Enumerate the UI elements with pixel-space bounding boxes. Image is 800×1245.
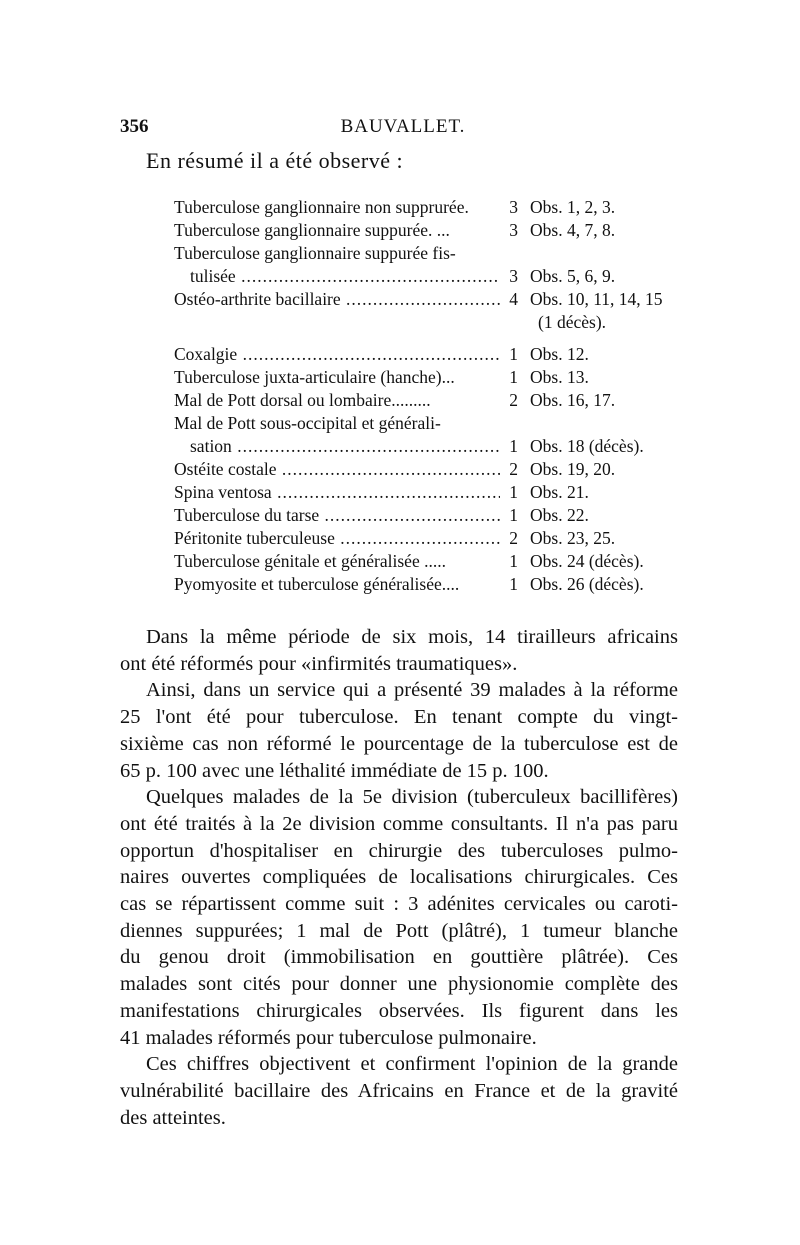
- row-obs: Obs. 21.: [530, 482, 589, 502]
- text-line: ont été traités à la 2e division comme consultants. Il n'a pas paru: [120, 812, 678, 835]
- text-line: naires ouvertes compliquées de localisations chirurgicales. Ces: [120, 866, 678, 889]
- table-row: [174, 504, 694, 527]
- row-obs: Obs. 22.: [530, 505, 589, 525]
- row-label: sation .....: [190, 435, 500, 458]
- table-row: [174, 288, 694, 311]
- table-spacer: [174, 334, 694, 343]
- row-label: Tuberculose ganglionnaire suppurée fis-: [174, 243, 456, 263]
- row-obs: Obs. 12.: [530, 344, 589, 364]
- row-count: 3: [509, 266, 518, 286]
- text-line: 41 malades réformés pour tuberculose pulmonaire.: [120, 1026, 537, 1049]
- text-line: vulnérabilité bacillaire des Africains en France et de la gravité: [120, 1079, 678, 1102]
- row-count: 1: [509, 436, 518, 456]
- row-label: Ostéo-arthrite bacillaire .....: [174, 288, 500, 311]
- row-count: 1: [509, 551, 518, 571]
- row-obs: Obs. 16, 17.: [530, 390, 616, 410]
- text-line: Dans la même période de six mois, 14 tirailleurs africains: [146, 626, 678, 648]
- table-row: [174, 481, 694, 504]
- table-row: [174, 219, 694, 242]
- text-line: ont été réformés pour «infirmités traumatiques».: [120, 652, 518, 675]
- observations-table: [174, 196, 694, 596]
- text-line: sixième cas non réformé le pourcentage de la tuberculose est de: [120, 732, 678, 755]
- row-count: 1: [509, 574, 518, 594]
- table-row: [174, 366, 694, 389]
- row-obs: Obs. 4, 7, 8.: [530, 220, 616, 240]
- row-label: Tuberculose ganglionnaire suppurée. ...: [174, 220, 450, 240]
- text-line: 25 l'ont été pour tuberculose. En tenant compte du vingt-: [120, 706, 678, 729]
- row-obs: Obs. 23, 25.: [530, 528, 616, 548]
- row-label: tulisée .....: [190, 265, 500, 288]
- text-line: opportun d'hospitaliser en chirurgie des tuberculoses pulmo-: [120, 839, 678, 862]
- row-obs: Obs. 18 (décès).: [530, 436, 644, 456]
- row-label: Ostéite costale .....: [174, 458, 500, 481]
- row-count: 1: [509, 344, 518, 364]
- text-line: cas se répartissent comme suit : 3 adénites cervicales ou caroti-: [120, 893, 678, 916]
- row-obs: Obs. 24 (décès).: [530, 551, 644, 571]
- text-line: du genou droit (immobilisation en gouttière plâtrée). Ces: [120, 946, 678, 969]
- row-label: Tuberculose du tarse .....: [174, 504, 500, 527]
- summary-heading: En résumé il a été observé :: [146, 148, 404, 173]
- row-obs: Obs. 19, 20.: [530, 459, 616, 479]
- row-obs: Obs. 26 (décès).: [530, 574, 644, 594]
- text-line: malades sont cités pour donner une physionomie complète des: [120, 973, 678, 996]
- table-row: [174, 196, 694, 219]
- table-row: [174, 550, 694, 573]
- text-line: 65 p. 100 avec une léthalité immédiate de 15 p. 100.: [120, 759, 549, 782]
- page-number: 356: [120, 116, 149, 137]
- row-count: 1: [509, 505, 518, 525]
- row-label: Tuberculose juxta-articulaire (hanche)...: [174, 367, 455, 387]
- table-row: [174, 435, 694, 458]
- table-row: [174, 573, 694, 596]
- row-label: Mal de Pott sous-occipital et générali-: [174, 413, 441, 433]
- row-count: 1: [509, 367, 518, 387]
- table-row: [174, 458, 694, 481]
- row-count: 2: [509, 459, 518, 479]
- row-count: 2: [509, 528, 518, 548]
- table-row: [174, 242, 694, 265]
- table-row: [174, 412, 694, 435]
- text-line: Quelques malades de la 5e division (tuberculeux bacillifères): [146, 786, 678, 809]
- row-count: 2: [509, 390, 518, 410]
- text-line: des atteintes.: [120, 1106, 226, 1129]
- row-label: Pyomyosite et tuberculose généralisée....: [174, 574, 460, 594]
- running-title: BAUVALLET.: [340, 116, 466, 137]
- row-label: Tuberculose ganglionnaire non supprurée.: [174, 197, 469, 217]
- table-row: [174, 265, 694, 288]
- row-obs: Obs. 13.: [530, 367, 589, 387]
- row-count: 4: [509, 289, 518, 309]
- text-line: Ces chiffres objectivent et confirment l'opinion de la grande: [146, 1053, 678, 1076]
- running-head: [120, 116, 686, 140]
- table-row: [174, 527, 694, 550]
- row-obs: Obs. 5, 6, 9.: [530, 266, 616, 286]
- text-line: Ainsi, dans un service qui a présenté 39 malades à la réforme: [146, 679, 678, 702]
- row-label: Spina ventosa .....: [174, 481, 500, 504]
- row-label: Péritonite tuberculeuse .....: [174, 527, 500, 550]
- row-label: Coxalgie .....: [174, 343, 500, 366]
- table-row: [174, 389, 694, 412]
- row-count: 3: [509, 197, 518, 217]
- row-count: 1: [509, 482, 518, 502]
- row-obs: Obs. 1, 2, 3.: [530, 197, 616, 217]
- row-obs: Obs. 10, 11, 14, 15: [530, 289, 663, 309]
- row-count: 3: [509, 220, 518, 240]
- row-obs: (1 décès).: [538, 312, 607, 332]
- table-row: [174, 343, 694, 366]
- text-line: manifestations chirurgicales observées. Ils figurent dans les: [120, 999, 678, 1022]
- text-line: diennes suppurées; 1 mal de Pott (plâtré), 1 tumeur blanche: [120, 919, 678, 942]
- table-row: [174, 311, 694, 334]
- body-text: [120, 624, 678, 1131]
- row-label: Tuberculose génitale et généralisée .....: [174, 551, 446, 571]
- row-label: Mal de Pott dorsal ou lombaire.........: [174, 390, 431, 410]
